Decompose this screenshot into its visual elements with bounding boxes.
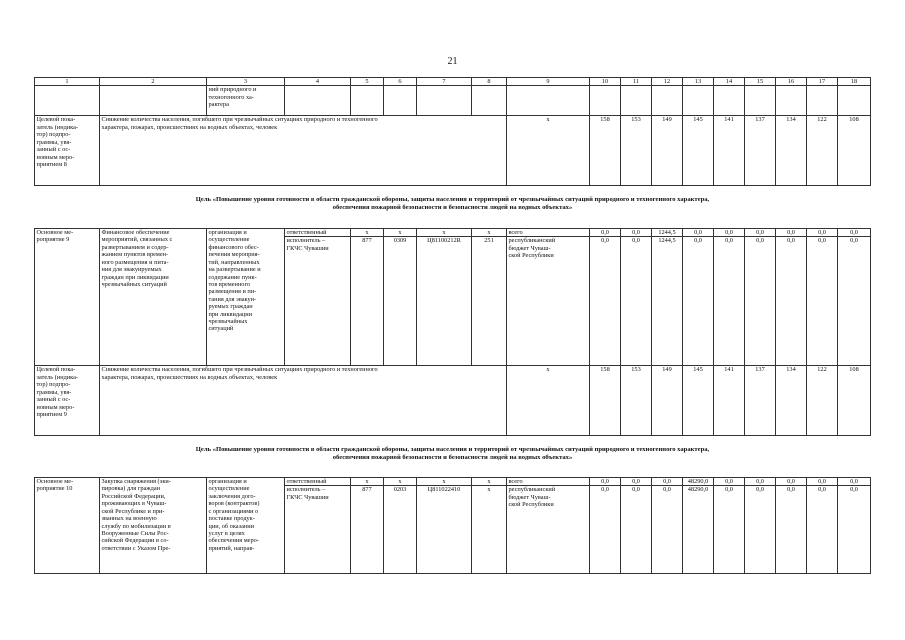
header-cell: 3 [207, 78, 285, 86]
indicator-value: 153 [621, 366, 652, 436]
value-cell: 0,0 [590, 478, 621, 486]
indicator-value: 137 [745, 116, 776, 186]
indicator-value: 141 [714, 366, 745, 436]
value-cell: 0,0 [776, 237, 807, 366]
activity-task: Закупка снаряжения (эки- пировка) для граждан Российской Федерации, проживающих в Чуваш- ской Республике и при- званных на военную службу по мобилизации в Вооруженные Силы Рос- сийской Федерации в со- ответствии с Указом Пре- [100, 478, 207, 574]
indicator-value: 137 [745, 366, 776, 436]
code-x: х [384, 229, 417, 237]
indicator-value: 158 [590, 116, 621, 186]
value-cell: 0,0 [745, 237, 776, 366]
value-cell: 0,0 [714, 229, 745, 237]
header-cell: 16 [776, 78, 807, 86]
value-cell: 0,0 [745, 486, 776, 574]
code-target: Ц811022410 [417, 486, 472, 574]
code-x: х [417, 229, 472, 237]
header-cell: 12 [652, 78, 683, 86]
indicator-value: 141 [714, 116, 745, 186]
header-cell: 18 [838, 78, 871, 86]
value-cell: 0,0 [714, 478, 745, 486]
code-expense-type: х [472, 486, 507, 574]
code-x: х [417, 478, 472, 486]
goal-heading-1: Цель «Повышение уровня готовности в области гражданской обороны, защиты населения и территорий от чрезвычайных ситуаций природного и техногенного характера, обеспечения пожарной безопасности и безопасности людей на водных объектах» [195, 196, 710, 212]
value-cell: 0,0 [807, 229, 838, 237]
header-cell: 2 [100, 78, 207, 86]
header-cell: 10 [590, 78, 621, 86]
indicator-value: 153 [621, 116, 652, 186]
activity-9-total-row [35, 229, 871, 237]
indicator-value: 149 [652, 366, 683, 436]
code-x: х [351, 478, 384, 486]
code-expense-type: 251 [472, 237, 507, 366]
activity-name: Основное ме- роприятие 10 [35, 478, 100, 574]
continuation-text: ний природного и техногенного ха- рактера [207, 86, 285, 116]
responsible-label: ответственный [285, 229, 351, 237]
indicator-value: 145 [683, 116, 714, 186]
indicator-row-8 [35, 116, 871, 186]
value-cell: 0,0 [838, 478, 871, 486]
header-cell: 14 [714, 78, 745, 86]
value-cell: 0,0 [621, 229, 652, 237]
value-cell: 0,0 [807, 237, 838, 366]
indicator-row-9 [35, 366, 871, 436]
indicator-name: Целевой пока- затель (индика- тор) подпро- граммы, увя- занный с ос- новным меро- приятием 8 [35, 116, 100, 186]
source-republic-budget: республиканский бюджет Чуваш- ской Республики [507, 237, 590, 366]
header-cell: 7 [417, 78, 472, 86]
executor: исполнитель – ГКЧС Чувашии [285, 237, 351, 366]
value-cell: 0,0 [838, 237, 871, 366]
code-target: Ц81100212R [417, 237, 472, 366]
goal-heading-2: Цель «Повышение уровня готовности в области гражданской обороны, защиты населения и территорий от чрезвычайных ситуаций природного и техногенного характера, обеспечения пожарной безопасности и безопасности людей на водных объектах» [195, 446, 710, 462]
code-grbs: 877 [351, 486, 384, 574]
header-cell: 17 [807, 78, 838, 86]
value-cell: 0,0 [714, 486, 745, 574]
indicator-name: Целевой пока- затель (индика- тор) подпро- граммы, увя- занный с ос- новным меро- приятием 9 [35, 366, 100, 436]
value-cell: 0,0 [838, 229, 871, 237]
code-x: х [351, 229, 384, 237]
indicator-value: 108 [838, 116, 871, 186]
activity-result: организация и осуществление заключения дого- воров (контрактов) с организациями о поставке продук- ции, об оказании услуг в целях обеспечения меро- приятий, направ- [207, 478, 285, 574]
code-x: х [384, 478, 417, 486]
continuation-row [35, 86, 871, 116]
header-cell: 5 [351, 78, 384, 86]
value-cell: 0,0 [621, 478, 652, 486]
activity-task: Финансовое обеспечение мероприятий, связанных с развертыванием и содер- жанием пунктов времен- ного размещения и пита- ния для эвакуируемых граждан при ликвидации чрезвычайных ситуаций [100, 229, 207, 366]
value-cell: 1244,5 [652, 237, 683, 366]
source-total: всего [507, 229, 590, 237]
value-cell: 1244,5 [652, 229, 683, 237]
value-cell: 0,0 [776, 486, 807, 574]
header-cell: 8 [472, 78, 507, 86]
program-table-part-3 [34, 477, 871, 574]
header-cell: 4 [285, 78, 351, 86]
indicator-value: 122 [807, 116, 838, 186]
page-number: 21 [447, 56, 458, 67]
value-cell: 0,0 [652, 486, 683, 574]
value-cell: 0,0 [776, 229, 807, 237]
indicator-value: 134 [776, 116, 807, 186]
header-cell: 1 [35, 78, 100, 86]
code-grbs: 877 [351, 237, 384, 366]
value-cell: 0,0 [683, 237, 714, 366]
value-cell: 0,0 [683, 229, 714, 237]
value-cell: 48290,0 [683, 486, 714, 574]
indicator-value: 158 [590, 366, 621, 436]
indicator-value: 149 [652, 116, 683, 186]
executor: исполнитель – ГКЧС Чувашии [285, 486, 351, 574]
value-cell: 0,0 [590, 486, 621, 574]
value-cell: 0,0 [590, 229, 621, 237]
activity-result: организация и осуществление финансового обес- печения мероприя- тий, направленных на развертывание и содержание пунк- тов временного размещения и пи- тания для эвакуи- руемых граждан при ликвидации чрезвычайных ситуаций [207, 229, 285, 366]
value-cell: 0,0 [776, 478, 807, 486]
activity-name: Основное ме- роприятие 9 [35, 229, 100, 366]
program-table-part-1 [34, 77, 871, 186]
value-cell: 0,0 [621, 237, 652, 366]
indicator-value: 145 [683, 366, 714, 436]
header-cell: 11 [621, 78, 652, 86]
value-cell: 0,0 [590, 237, 621, 366]
program-table-part-2 [34, 228, 871, 436]
indicator-value: 122 [807, 366, 838, 436]
code-x: х [472, 229, 507, 237]
responsible-label: ответственный [285, 478, 351, 486]
value-cell: 0,0 [807, 478, 838, 486]
header-cell: 6 [384, 78, 417, 86]
code-section: 0203 [384, 486, 417, 574]
value-cell: 0,0 [745, 229, 776, 237]
indicator-text: Снижение количества населения, погибшего при чрезвычайных ситуациях природного и техногенного характера, пожарах, происшествиях на водных объектах, человек [100, 366, 507, 436]
source-total: всего [507, 478, 590, 486]
indicator-value: 108 [838, 366, 871, 436]
indicator-source: х [507, 366, 590, 436]
code-x: х [472, 478, 507, 486]
header-cell: 15 [745, 78, 776, 86]
indicator-source: х [507, 116, 590, 186]
code-section: 0309 [384, 237, 417, 366]
value-cell: 0,0 [714, 237, 745, 366]
value-cell: 0,0 [652, 478, 683, 486]
source-republic-budget: республиканский бюджет Чуваш- ской Республики [507, 486, 590, 574]
indicator-value: 134 [776, 366, 807, 436]
value-cell: 0,0 [745, 478, 776, 486]
header-row [35, 78, 871, 86]
value-cell: 0,0 [838, 486, 871, 574]
value-cell: 0,0 [807, 486, 838, 574]
header-cell: 9 [507, 78, 590, 86]
value-cell: 48290,0 [683, 478, 714, 486]
activity-10-total-row [35, 478, 871, 486]
indicator-text: Снижение количества населения, погибшего при чрезвычайных ситуациях природного и техногенного характера, пожарах, происшествиях на водных объектах, человек [100, 116, 507, 186]
value-cell: 0,0 [621, 486, 652, 574]
header-cell: 13 [683, 78, 714, 86]
